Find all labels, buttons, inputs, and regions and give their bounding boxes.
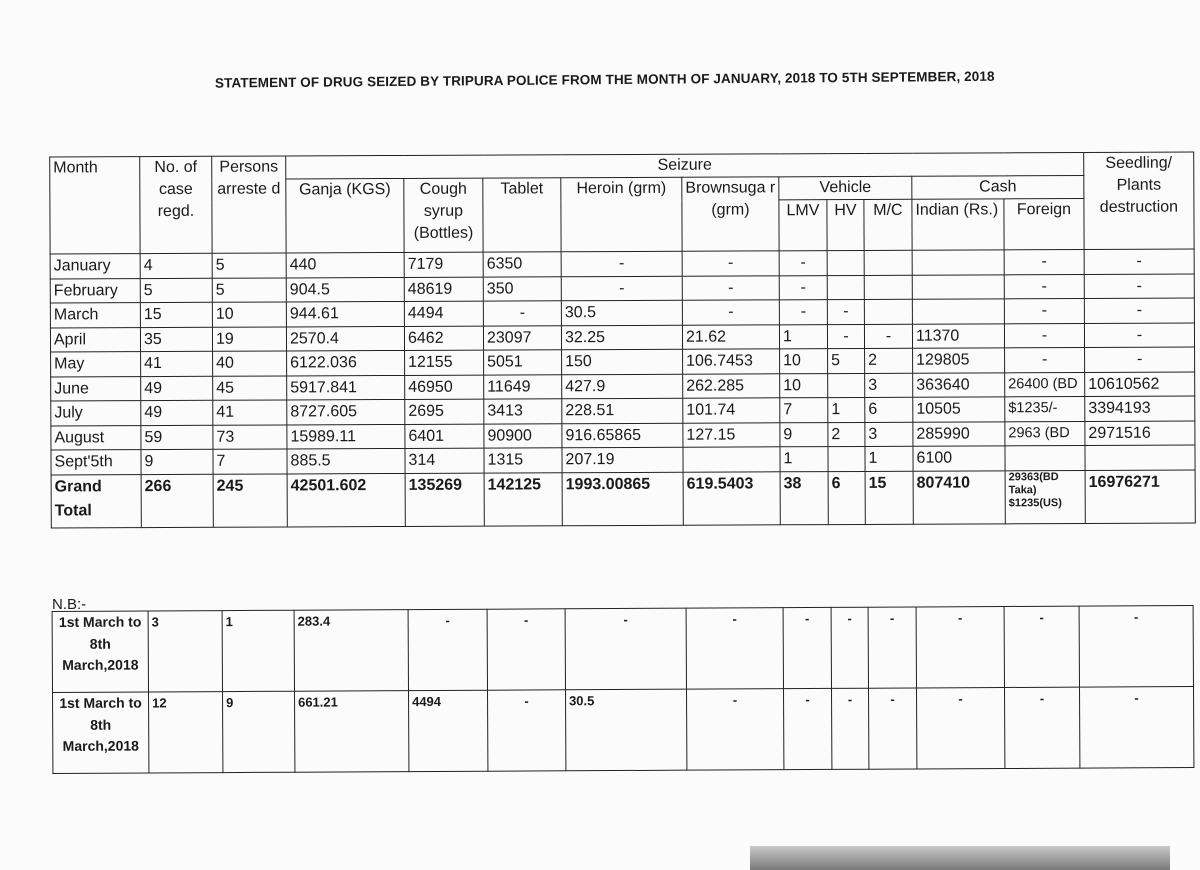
- nb-cell-cases: 3: [148, 611, 222, 692]
- nb-cell-label: 1st March to 8th March,2018: [53, 692, 149, 774]
- cell-lmv: 1: [779, 324, 827, 349]
- cell-foreign: -: [1005, 347, 1085, 372]
- cell-indian: 11370: [912, 323, 1004, 348]
- cell-lmv: 10: [780, 349, 828, 374]
- nb-cell-cases: 12: [149, 692, 223, 773]
- cell-brown: 262.285: [683, 373, 780, 398]
- cell-month: June: [51, 376, 141, 401]
- cell-foreign: -: [1004, 249, 1084, 274]
- cell-brown: -: [682, 251, 779, 276]
- cell-lmv: -: [779, 251, 827, 276]
- cell-seed: [1085, 445, 1195, 470]
- cell-month: March: [50, 303, 140, 328]
- nb-cell-brown: -: [686, 608, 783, 690]
- header-hv: HV: [827, 199, 864, 250]
- cell-cough: 6462: [404, 326, 483, 351]
- cell-cough: 12155: [405, 350, 484, 375]
- cell-foreign: [1005, 445, 1085, 470]
- cell-foreign: -: [1004, 323, 1084, 348]
- cell-hv: 5: [828, 348, 865, 373]
- nb-cell-brown: -: [686, 689, 783, 771]
- cell-cases: 49: [141, 400, 213, 425]
- cell-heroin: 427.9: [562, 374, 683, 399]
- cell-mc: 6: [865, 397, 913, 422]
- nb-cell-indian: -: [916, 607, 1004, 688]
- header-ganja: Ganja (KGS): [286, 178, 404, 253]
- nb-table: [52, 605, 1195, 774]
- nb-cell-mc: -: [868, 607, 916, 688]
- cell-cough: 4494: [404, 301, 483, 326]
- header-vehicle: Vehicle: [779, 176, 912, 200]
- cell-mc: 3: [865, 422, 913, 447]
- nb-cell-tablet: -: [488, 690, 566, 771]
- cell-cases: 41: [141, 351, 213, 376]
- cell-hv: 1: [828, 397, 865, 422]
- cell-cough: 7179: [404, 252, 483, 277]
- header-month: Month: [50, 157, 140, 254]
- header-mc: M/C: [864, 199, 912, 250]
- cell-ganja: 440: [286, 252, 404, 277]
- cell-persons: 40: [213, 351, 287, 376]
- grand-heroin: 1993.00865: [562, 472, 683, 526]
- nb-label: N.B:-: [52, 596, 87, 613]
- cell-brown: [683, 447, 780, 472]
- cell-indian: [912, 299, 1004, 324]
- cell-tablet: 6350: [483, 252, 561, 277]
- header-heroin: Heroin (grm): [561, 177, 682, 252]
- header-cash: Cash: [912, 175, 1084, 199]
- cell-ganja: 5917.841: [287, 375, 405, 400]
- cell-hv: -: [827, 324, 864, 349]
- cell-cases: 49: [141, 376, 213, 401]
- seizure-table: [49, 152, 1196, 528]
- header-indian: Indian (Rs.): [912, 199, 1004, 250]
- cell-lmv: 9: [780, 422, 828, 447]
- cell-persons: 19: [212, 326, 286, 351]
- nb-cell-label: 1st March to 8th March,2018: [52, 611, 148, 693]
- cell-persons: 41: [213, 400, 287, 425]
- cell-mc: 1: [865, 446, 913, 471]
- cell-brown: 101.74: [683, 398, 780, 423]
- cell-month: August: [51, 425, 141, 450]
- nb-cell-cough: -: [408, 609, 487, 690]
- nb-cell-indian: -: [916, 688, 1004, 769]
- grand-brown: 619.5403: [683, 471, 780, 524]
- cell-heroin: -: [561, 251, 682, 276]
- nb-cell-hv: -: [831, 607, 868, 688]
- grand-ganja: 42501.602: [287, 473, 405, 527]
- cell-foreign: -: [1004, 274, 1084, 299]
- cell-cough: 6401: [405, 424, 484, 449]
- cell-cases: 59: [141, 425, 213, 450]
- cell-seed: -: [1084, 323, 1194, 348]
- cell-indian: [912, 274, 1004, 299]
- cell-persons: 45: [213, 375, 287, 400]
- cell-indian: 363640: [913, 372, 1005, 397]
- cell-lmv: -: [779, 275, 827, 300]
- cell-lmv: 7: [780, 398, 828, 423]
- cell-heroin: 30.5: [561, 300, 682, 325]
- cell-seed: -: [1084, 298, 1194, 323]
- header-foreign: Foreign: [1004, 198, 1084, 249]
- cell-hv: [827, 275, 864, 300]
- cell-tablet: 23097: [483, 325, 561, 350]
- header-persons: Persons arreste d: [212, 156, 286, 253]
- cell-hv: [827, 250, 864, 275]
- cell-seed: 2971516: [1085, 421, 1195, 446]
- cell-persons: 7: [213, 449, 287, 474]
- header-brownsugar: Brownsuga r (grm): [682, 177, 779, 251]
- cell-cases: 5: [140, 278, 212, 303]
- cell-lmv: -: [779, 300, 827, 325]
- cell-indian: [912, 250, 1004, 275]
- cell-month: January: [50, 254, 140, 279]
- cell-hv: 2: [828, 422, 865, 447]
- grand-tablet: 142125: [484, 472, 562, 525]
- document-title: STATEMENT OF DRUG SEIZED BY TRIPURA POLICE FROM THE MONTH OF JANUARY, 2018 TO 5TH SEPTEMBER, 2018: [214, 68, 995, 91]
- nb-cell-heroin: -: [565, 608, 686, 690]
- nb-cell-persons: 1: [222, 610, 294, 691]
- grand-mc: 15: [865, 471, 913, 524]
- cell-month: July: [51, 401, 141, 426]
- cell-indian: 10505: [913, 397, 1005, 422]
- nb-cell-lmv: -: [783, 688, 831, 769]
- cell-cases: 4: [140, 253, 212, 278]
- header-cases: No. of case regd.: [140, 156, 212, 253]
- nb-cell-cough: 4494: [409, 690, 488, 771]
- cell-persons: 73: [213, 424, 287, 449]
- cell-mc: -: [864, 324, 912, 349]
- cell-tablet: 1315: [484, 448, 562, 473]
- cell-heroin: 228.51: [562, 398, 683, 423]
- nb-cell-ganja: 283.4: [294, 610, 408, 692]
- header-tablet: Tablet: [483, 178, 561, 252]
- grand-total-row: [51, 470, 1195, 528]
- cell-cough: 2695: [405, 399, 484, 424]
- cell-heroin: 150: [562, 349, 683, 374]
- cell-mc: [864, 275, 912, 300]
- grand-seed: 16976271: [1085, 470, 1195, 523]
- cell-tablet: -: [483, 301, 561, 326]
- grand-foreign: 29363(BD Taka) $1235(US): [1005, 470, 1085, 523]
- cell-brown: 21.62: [682, 324, 779, 349]
- header-seedling: Seedling/ Plants destruction: [1084, 152, 1194, 249]
- cell-heroin: 916.65865: [562, 423, 683, 448]
- cell-brown: 127.15: [683, 422, 780, 447]
- nb-row: [52, 606, 1193, 693]
- nb-cell-hv: -: [831, 688, 868, 769]
- cell-cases: 9: [141, 449, 213, 474]
- cell-heroin: 32.25: [561, 325, 682, 350]
- header-cough: Cough syrup (Bottles): [404, 178, 483, 252]
- header-seizure: Seizure: [286, 152, 1084, 178]
- cell-mc: 3: [865, 373, 913, 398]
- cell-persons: 5: [212, 253, 286, 278]
- grand-month: Grand Total: [51, 474, 141, 527]
- cell-hv: [828, 373, 865, 398]
- cell-month: April: [50, 327, 140, 352]
- cell-ganja: 6122.036: [287, 350, 405, 375]
- cell-seed: -: [1084, 274, 1194, 299]
- cell-cough: 48619: [404, 277, 483, 302]
- nb-cell-heroin: 30.5: [566, 689, 687, 771]
- cell-foreign: 26400 (BD: [1005, 372, 1085, 397]
- cell-foreign: -: [1004, 298, 1084, 323]
- cell-brown: -: [682, 275, 779, 300]
- cell-mc: 2: [865, 348, 913, 373]
- cell-tablet: 350: [483, 276, 561, 301]
- cell-ganja: 885.5: [287, 448, 405, 473]
- cell-cough: 314: [405, 448, 484, 473]
- cell-heroin: 207.19: [562, 447, 683, 472]
- grand-persons: 245: [213, 473, 287, 526]
- nb-cell-tablet: -: [487, 609, 565, 690]
- grand-hv: 6: [828, 471, 865, 524]
- cell-month: May: [51, 352, 141, 377]
- cell-cases: 35: [140, 327, 212, 352]
- grand-cases: 266: [141, 474, 213, 527]
- nb-row: [53, 687, 1194, 774]
- cell-tablet: 3413: [484, 399, 562, 424]
- nb-cell-seed: -: [1079, 687, 1193, 769]
- cell-ganja: 15989.11: [287, 424, 405, 449]
- header-lmv: LMV: [779, 200, 827, 251]
- cell-heroin: -: [561, 276, 682, 301]
- cell-indian: 285990: [913, 421, 1005, 446]
- cell-brown: -: [682, 300, 779, 325]
- nb-cell-mc: -: [868, 688, 916, 769]
- cell-ganja: 2570.4: [286, 326, 404, 351]
- cell-month: Sept'5th: [51, 450, 141, 475]
- cell-seed: -: [1084, 249, 1194, 274]
- cell-mc: [864, 250, 912, 275]
- cell-tablet: 5051: [484, 350, 562, 375]
- nb-cell-foreign: -: [1004, 606, 1079, 687]
- cell-brown: 106.7453: [683, 349, 780, 374]
- cell-ganja: 904.5: [286, 277, 404, 302]
- grand-lmv: 38: [780, 471, 828, 524]
- grand-cough: 135269: [405, 473, 484, 526]
- cell-lmv: 1: [780, 447, 828, 472]
- cell-month: February: [50, 278, 140, 303]
- nb-cell-seed: -: [1079, 606, 1193, 688]
- nb-cell-persons: 9: [223, 691, 295, 772]
- nb-cell-foreign: -: [1004, 687, 1079, 768]
- cell-hv: -: [827, 299, 864, 324]
- cell-foreign: $1235/-: [1005, 396, 1085, 421]
- cell-cases: 15: [140, 302, 212, 327]
- scan-edge: [750, 846, 1170, 870]
- cell-tablet: 90900: [484, 423, 562, 448]
- cell-seed: 10610562: [1085, 372, 1195, 397]
- cell-tablet: 11649: [484, 374, 562, 399]
- cell-lmv: 10: [780, 373, 828, 398]
- cell-hv: [828, 446, 865, 471]
- cell-cough: 46950: [405, 375, 484, 400]
- cell-ganja: 944.61: [286, 301, 404, 326]
- cell-mc: [864, 299, 912, 324]
- cell-ganja: 8727.605: [287, 399, 405, 424]
- nb-cell-lmv: -: [783, 607, 831, 688]
- cell-indian: 129805: [913, 348, 1005, 373]
- cell-persons: 10: [212, 302, 286, 327]
- cell-persons: 5: [212, 277, 286, 302]
- cell-seed: 3394193: [1085, 396, 1195, 421]
- cell-seed: -: [1085, 347, 1195, 372]
- grand-indian: 807410: [913, 470, 1005, 523]
- nb-cell-ganja: 661.21: [295, 691, 409, 773]
- cell-foreign: 2963 (BD: [1005, 421, 1085, 446]
- cell-indian: 6100: [913, 446, 1005, 471]
